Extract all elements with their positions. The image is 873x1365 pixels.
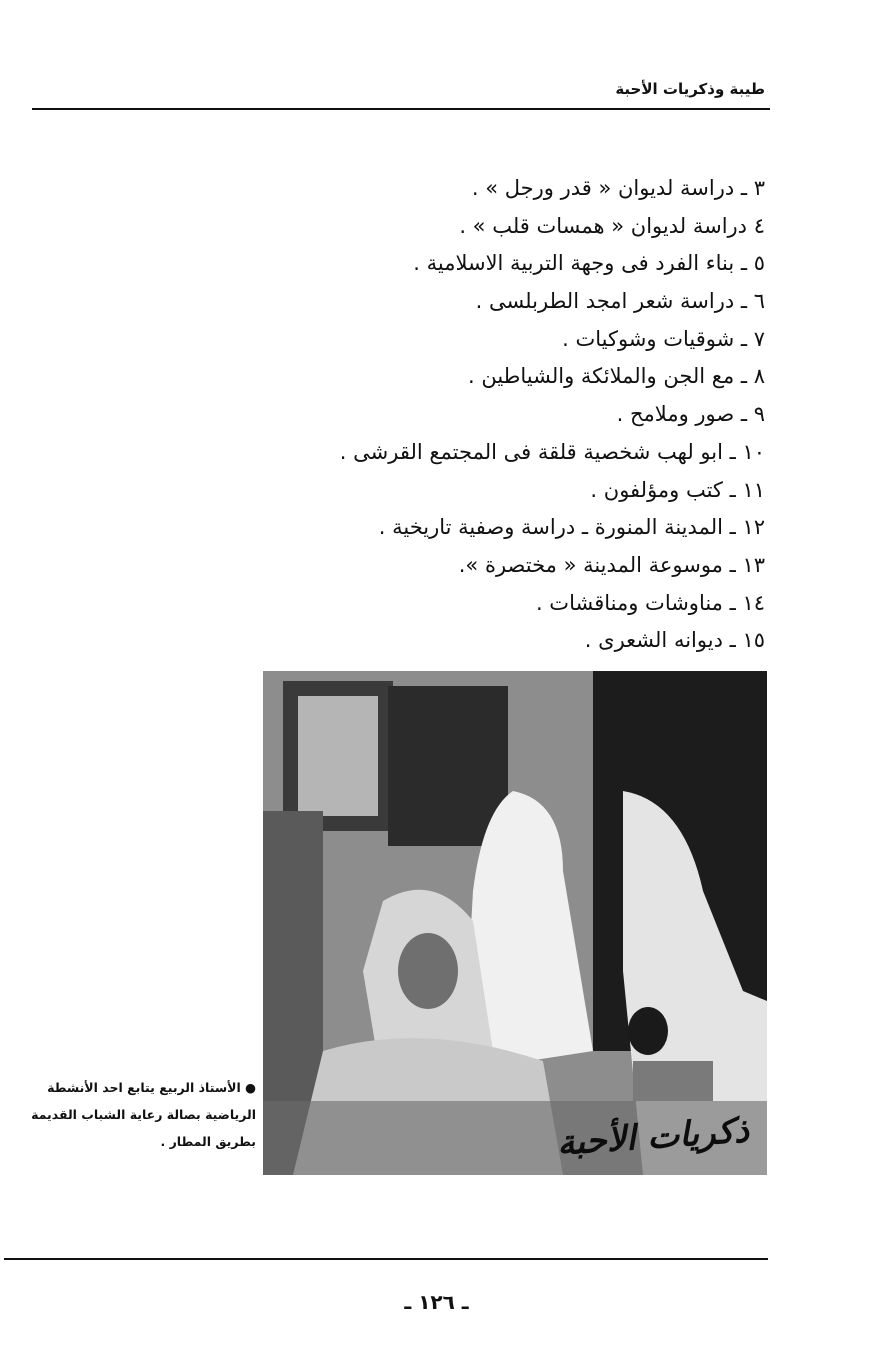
list-item: ٤ دراسة لديوان « همسات قلب » . [459,213,765,238]
caption-line: بطريق المطار . [160,1134,256,1149]
photo-signature: ذكريات الأحبة [555,1110,751,1164]
works-list [245,170,765,660]
list-item: ١٤ ـ مناوشات ومناقشات . [535,590,765,615]
list-item: ١٠ ـ ابو لهب شخصية قلقة فى المجتمع القرشى . [339,439,765,464]
list-item: ٧ ـ شوقيات وشوكيات . [562,326,765,351]
caption-line: الرياضية بصالة رعاية الشباب القديمة [31,1107,256,1122]
list-item: ١٣ ـ موسوعة المدينة « مختصرة ». [458,552,765,577]
list-item: ١١ ـ كتب ومؤلفون . [590,477,765,502]
list-item: ١٥ ـ ديوانه الشعرى . [584,628,765,653]
list-item: ٣ ـ دراسة لديوان « قدر ورجل » . [471,176,765,200]
list-item: ٩ ـ صور وملامح . [616,402,765,427]
running-header: طيبة وذكريات الأحبة [615,80,765,98]
list-item: ٥ ـ بناء الفرد فى وجهة التربية الاسلامية . [413,251,765,276]
page-number: ـ ١٢٦ ـ [404,1290,469,1314]
list-item: ١٢ ـ المدينة المنورة ـ دراسة وصفية تاريخية . [378,515,765,540]
list-item: ٨ ـ مع الجن والملائكة والشياطين . [468,364,765,389]
caption-line: ● الأستاذ الربيع يتابع احد الأنشطة [47,1080,256,1095]
footer-rule [4,1258,768,1260]
photo-caption [20,1074,256,1155]
list-item: ٦ ـ دراسة شعر امجد الطربلسى . [475,289,765,314]
photo [263,671,767,1175]
header-rule [32,108,770,110]
